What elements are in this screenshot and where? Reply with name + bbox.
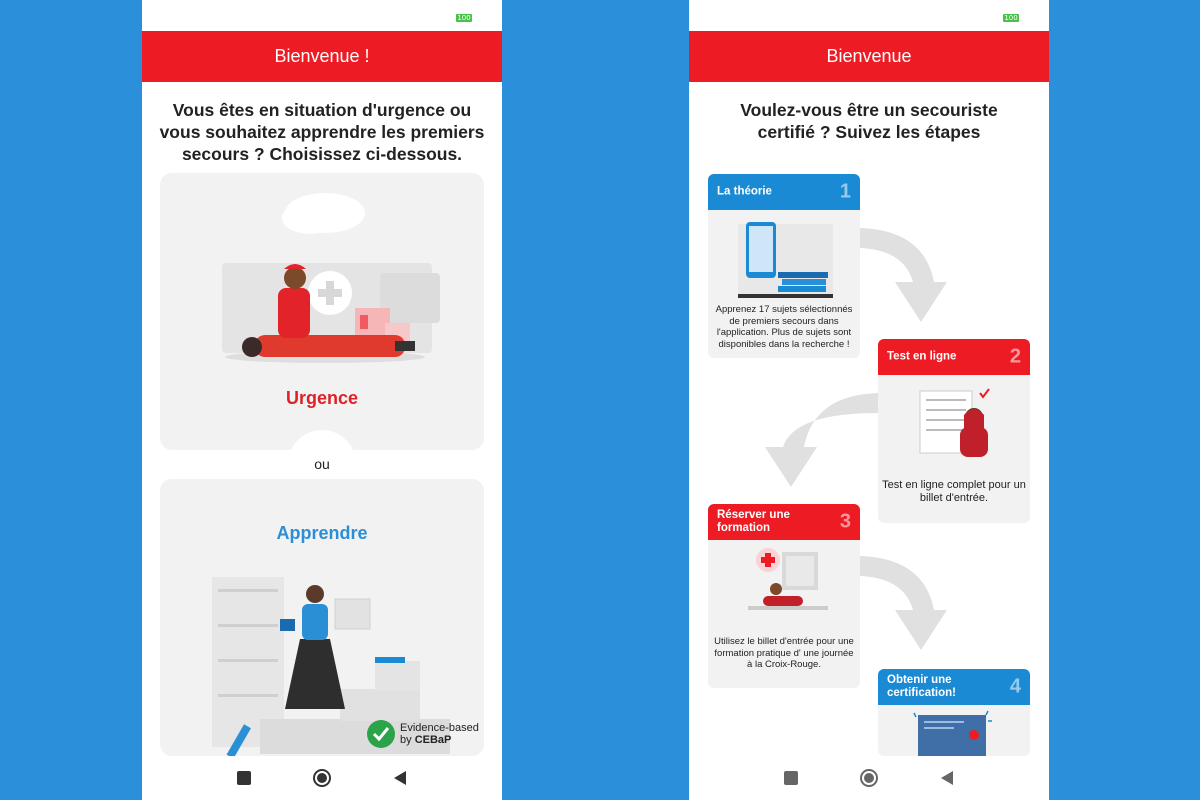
battery-icon: 100 [457,14,471,22]
online-test-illustration [878,385,1030,465]
step-title: Réserver une formation [717,509,790,534]
step-title: La théorie [717,185,772,198]
status-bar [142,0,502,30]
welcome-screen [142,0,502,800]
step-number: 3 [839,510,851,533]
recent-apps-button[interactable] [236,770,252,786]
step-description: Test en ligne complet pour un billet d'entrée. [882,479,1026,504]
phone-books-illustration [708,214,860,304]
battery-icon: 100 [1004,14,1018,22]
apprendre-label: Apprendre [276,523,368,543]
navigation-bar [689,756,1049,800]
navigation-bar [142,756,502,800]
app-bar-title: Bienvenue [689,31,1049,82]
recent-apps-button[interactable] [783,770,799,786]
checkmark-icon [366,719,396,749]
step-number: 1 [839,180,851,203]
back-button[interactable] [939,770,955,786]
step-description: Utilisez le billet d'entrée pour une formation pratique d' une journée à la Croix-Rouge. [714,636,854,670]
home-button[interactable] [859,768,879,788]
urgence-label: Urgence [285,388,359,408]
page-headline: Voulez-vous être un secouriste certifié ? Suivez les étapes [740,100,998,142]
step-card-book-training[interactable] [708,504,860,688]
certification-screen [689,0,1049,800]
urgence-card[interactable] [160,173,484,450]
step-number: 2 [1009,345,1021,368]
page-headline: Vous êtes en situation d'urgence ou vous souhaitez apprendre les premiers secours ? Choisissez ci-dessous. [159,100,485,164]
apprendre-card[interactable] [160,479,484,756]
app-bar-title: Bienvenue ! [142,31,502,82]
step-title: Test en ligne [887,350,957,363]
step-number: 4 [1009,675,1021,698]
step-description: Apprenez 17 sujets sélectionnés de premiers secours dans l'application. Plus de sujets sont disponibles dans la recherche ! [715,304,853,350]
badge-line1: Evidence-based [400,722,479,734]
certificate-illustration [878,709,1030,756]
badge-org: CEBaP [414,734,452,746]
step-card-online-test[interactable] [878,339,1030,523]
step-card-theory[interactable] [708,174,860,358]
home-button[interactable] [312,768,332,788]
badge-by: by [400,734,412,746]
training-illustration [708,544,860,624]
or-separator: ou [288,430,356,498]
back-button[interactable] [392,770,408,786]
evidence-badge [366,719,479,749]
step-card-certification[interactable] [878,669,1030,756]
emergency-illustration [160,173,484,373]
step-title: Obtenir une certification! [887,674,957,699]
